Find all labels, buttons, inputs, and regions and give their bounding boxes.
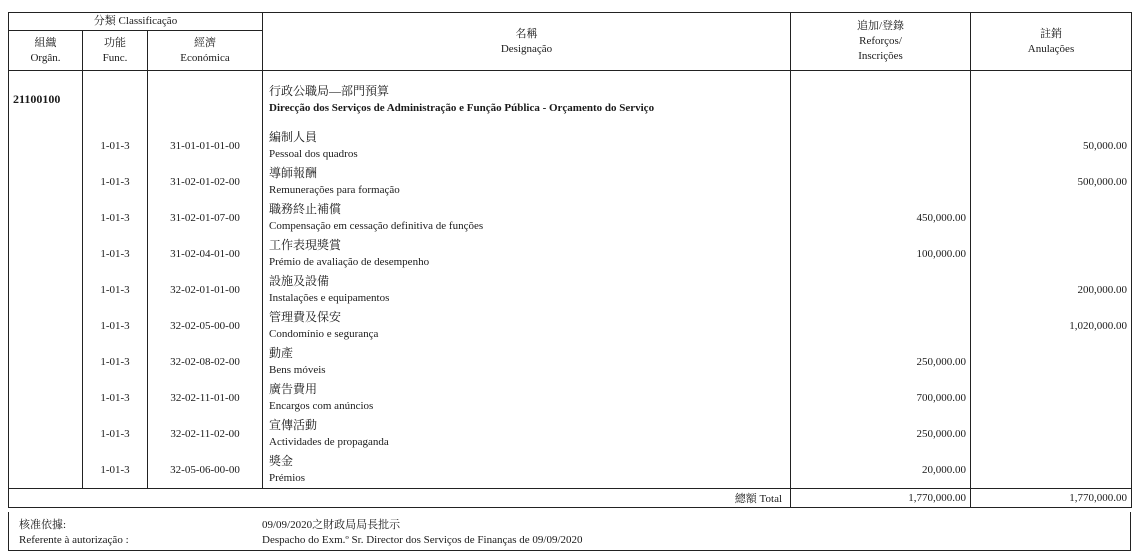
annul-pt: Anulações (1027, 42, 1075, 55)
econ-code: 32-05-06-00-00 (148, 452, 263, 489)
organ-name (263, 71, 791, 129)
econ-pt: Económica (180, 51, 230, 64)
reinf-zh: 追加/登錄 (856, 20, 905, 32)
reinf-pt2: Inscrições (858, 50, 903, 62)
func-code: 1-01-3 (83, 200, 148, 236)
func-code: 1-01-3 (83, 344, 148, 380)
func-code: 1-01-3 (83, 452, 148, 489)
designation (263, 236, 791, 272)
reinforcement-amount: 450,000.00 (791, 200, 971, 236)
reinforcement-amount (791, 308, 971, 344)
table-row (9, 308, 1132, 344)
organ-name-zh: 行政公職局—部門預算 (269, 83, 390, 98)
annulments-header (971, 13, 1132, 71)
auth-value-zh: 09/09/2020之財政局局長批示 (262, 519, 401, 531)
designation-zh: 宣傳活動 (269, 418, 318, 432)
designation-pt: Pessoal dos quadros (269, 148, 358, 160)
designation (263, 128, 791, 164)
reinforcement-amount: 20,000.00 (791, 452, 971, 489)
reinforcement-amount (791, 272, 971, 308)
designation-pt: Bens móveis (269, 364, 326, 376)
authorization-footer (8, 512, 1131, 551)
reinforcement-amount: 100,000.00 (791, 236, 971, 272)
table-row (9, 128, 1132, 164)
designation-pt: Remunerações para formação (269, 184, 400, 196)
annulment-amount (971, 200, 1132, 236)
annulment-amount (971, 452, 1132, 489)
econ-code: 32-02-01-01-00 (148, 272, 263, 308)
reinf-pt1: Reforços/ (859, 35, 902, 47)
organ-cell (9, 128, 83, 164)
func-pt: Func. (102, 51, 128, 64)
func-code: 1-01-3 (83, 272, 148, 308)
designation-header (263, 13, 791, 71)
designation-zh: 工作表現獎賞 (269, 238, 342, 252)
func-code: 1-01-3 (83, 164, 148, 200)
table-row (9, 236, 1132, 272)
designation (263, 164, 791, 200)
designation-zh: 管理費及保安 (269, 310, 342, 324)
econ-code: 31-02-01-02-00 (148, 164, 263, 200)
empty-cell (83, 71, 148, 129)
econ-code: 32-02-05-00-00 (148, 308, 263, 344)
organ-cell (9, 416, 83, 452)
reinforcement-amount (791, 164, 971, 200)
organ-cell (9, 452, 83, 489)
table-row (9, 452, 1132, 489)
econ-header (148, 31, 263, 71)
table-row (9, 272, 1132, 308)
organ-cell (9, 380, 83, 416)
annulment-amount (971, 380, 1132, 416)
organ-cell (9, 308, 83, 344)
budget-table (8, 12, 1132, 508)
econ-code: 32-02-11-02-00 (148, 416, 263, 452)
econ-code: 31-02-04-01-00 (148, 236, 263, 272)
annul-zh: 註銷 (1040, 27, 1063, 40)
table-row (9, 344, 1132, 380)
auth-label-pt: Referente à autorização : (19, 534, 129, 546)
reinforcement-amount: 250,000.00 (791, 344, 971, 380)
designation-zh: 導師報酬 (269, 166, 318, 180)
organ-cell (9, 236, 83, 272)
annulment-amount (971, 236, 1132, 272)
organ-code: 21100100 (9, 71, 83, 129)
designation-pt: Prémios (269, 472, 306, 484)
annulment-amount (971, 344, 1132, 380)
func-zh: 功能 (104, 36, 126, 49)
empty-cell (148, 71, 263, 129)
total-annulments: 1,770,000.00 (971, 489, 1132, 508)
table-row (9, 164, 1132, 200)
empty-cell (791, 71, 971, 129)
designation-zh: 廣告費用 (269, 382, 318, 396)
reinforcements-header (791, 13, 971, 71)
designation-pt: Condomínio e segurança (269, 328, 379, 340)
total-row (9, 489, 1132, 508)
organ-row (9, 71, 1132, 129)
designation (263, 272, 791, 308)
func-code: 1-01-3 (83, 236, 148, 272)
designation-zh: 設施及設備 (269, 274, 330, 288)
designation-pt: Compensação em cessação definitiva de funções (269, 220, 484, 232)
total-reinforcements: 1,770,000.00 (791, 489, 971, 508)
designation-zh: 獎金 (269, 454, 294, 468)
econ-code: 31-01-01-01-00 (148, 128, 263, 164)
designation (263, 452, 791, 489)
designation-pt: Encargos com anúncios (269, 400, 374, 412)
designation-zh: 動產 (269, 346, 294, 360)
organ-name-pt: Direcção dos Serviços de Administração e Função Pública - Orçamento do Serviço (269, 101, 655, 114)
designation-pt: Instalações e equipamentos (269, 292, 390, 304)
designation-pt: Actividades de propaganda (269, 436, 389, 448)
annulment-amount (971, 416, 1132, 452)
empty-cell (971, 71, 1132, 129)
organ-cell (9, 272, 83, 308)
designation-zh: 職務終止補償 (269, 202, 342, 216)
designation (263, 344, 791, 380)
func-code: 1-01-3 (83, 380, 148, 416)
designation (263, 416, 791, 452)
reinforcement-amount: 700,000.00 (791, 380, 971, 416)
total-label: 總額 Total (9, 489, 791, 508)
annulment-amount: 500,000.00 (971, 164, 1132, 200)
designation-pt: Prémio de avaliação de desempenho (269, 256, 430, 268)
designation (263, 200, 791, 236)
classification-header: 分類 Classificação (9, 13, 263, 31)
table-row (9, 200, 1132, 236)
annulment-amount: 50,000.00 (971, 128, 1132, 164)
designation (263, 308, 791, 344)
table-row (9, 416, 1132, 452)
table-row (9, 380, 1132, 416)
func-header (83, 31, 148, 71)
organ-pt: Orgân. (30, 51, 61, 64)
func-code: 1-01-3 (83, 416, 148, 452)
auth-label-zh: 核准依據: (19, 519, 67, 531)
name-zh: 名稱 (515, 27, 538, 40)
organ-cell (9, 200, 83, 236)
func-code: 1-01-3 (83, 308, 148, 344)
econ-code: 31-02-01-07-00 (148, 200, 263, 236)
organ-cell (9, 164, 83, 200)
econ-code: 32-02-11-01-00 (148, 380, 263, 416)
organ-zh: 組織 (34, 36, 57, 49)
annulment-amount: 200,000.00 (971, 272, 1132, 308)
auth-value-pt: Despacho do Exm.º Sr. Director dos Serviços de Finanças de 09/09/2020 (262, 534, 583, 546)
name-pt: Designação (500, 42, 553, 55)
organ-cell (9, 344, 83, 380)
designation (263, 380, 791, 416)
reinforcement-amount: 250,000.00 (791, 416, 971, 452)
reinforcement-amount (791, 128, 971, 164)
econ-zh: 經濟 (194, 36, 216, 49)
econ-code: 32-02-08-02-00 (148, 344, 263, 380)
annulment-amount: 1,020,000.00 (971, 308, 1132, 344)
organ-header (9, 31, 83, 71)
designation-zh: 編制人員 (269, 130, 318, 144)
func-code: 1-01-3 (83, 128, 148, 164)
